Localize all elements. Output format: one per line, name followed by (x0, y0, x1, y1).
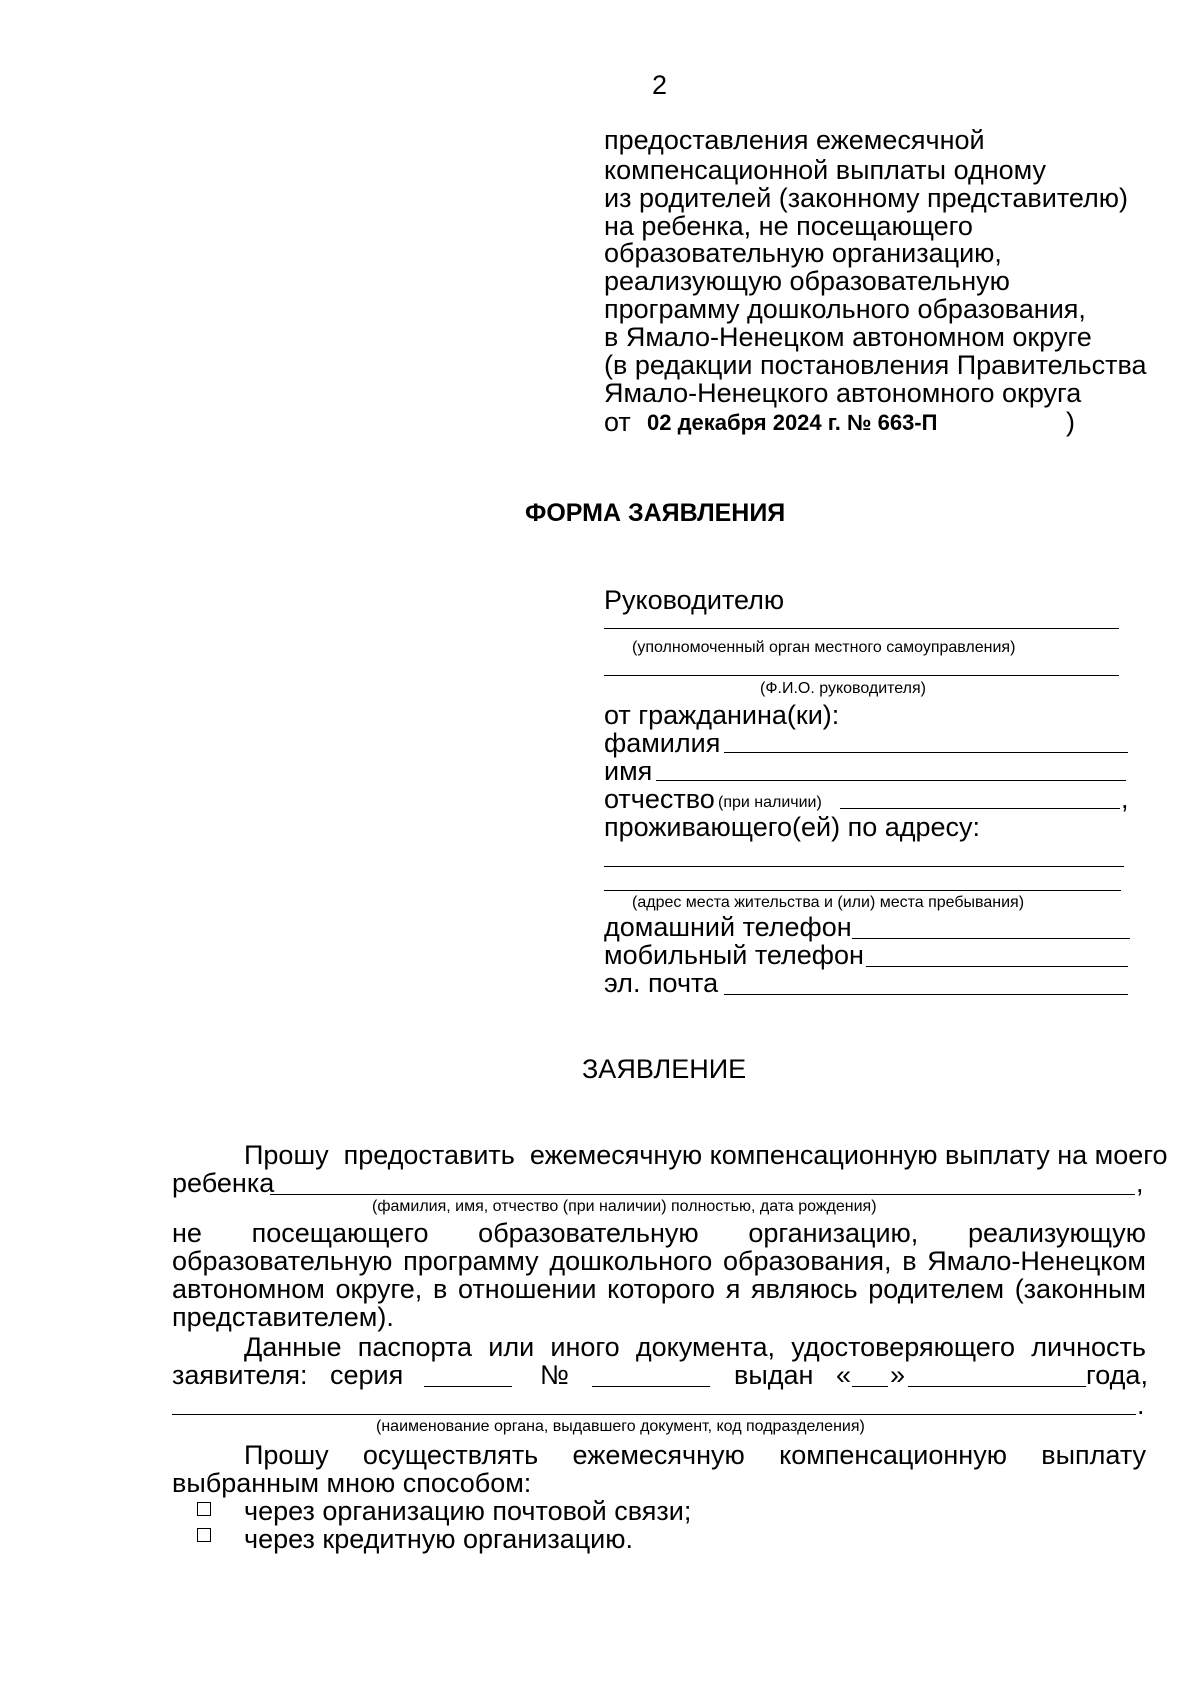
header-line: Ямало-Ненецкого автономного округа (604, 378, 1082, 408)
number-label: № (540, 1360, 569, 1390)
from-citizen-label: от гражданина(ки): (604, 700, 840, 730)
name-label: имя (604, 756, 653, 786)
child-caption: (фамилия, имя, отчество (при наличии) полностью, дата рождения) (372, 1198, 877, 1215)
request-paragraph-line: представителем). (172, 1302, 394, 1332)
decree-close-paren: ) (1066, 407, 1075, 437)
mobile-phone-label: мобильный телефон (604, 940, 864, 970)
patronymic-label: отчество (604, 784, 715, 814)
surname-label: фамилия (604, 728, 721, 758)
passport-number-field[interactable] (592, 1386, 710, 1387)
email-label: эл. почта (604, 968, 719, 998)
quote-close: » (890, 1360, 906, 1390)
name-field[interactable] (656, 780, 1126, 781)
address-caption: (адрес места жительства и (или) места пребывания) (632, 894, 1025, 911)
issued-label: выдан (734, 1360, 814, 1390)
applicant-label: заявителя: (172, 1360, 308, 1390)
bank-option-label: через кредитную организацию. (244, 1524, 634, 1554)
postal-option-checkbox[interactable] (197, 1502, 211, 1516)
issue-month-field[interactable] (908, 1386, 1086, 1387)
bank-option-checkbox[interactable] (197, 1528, 211, 1542)
head-fio-field[interactable] (604, 675, 1119, 676)
issuer-period: . (1137, 1390, 1145, 1420)
statement-title: ЗАЯВЛЕНИЕ (582, 1054, 747, 1084)
issuer-caption: (наименование органа, выдавшего документ, код подразделения) (376, 1418, 865, 1435)
request-paragraph-line: образовательную программу дошкольного образования, в Ямало-Ненецком (172, 1246, 1146, 1276)
header-line: на ребенка, не посещающего (604, 211, 973, 241)
child-comma: , (1136, 1168, 1144, 1198)
issue-day-field[interactable] (852, 1386, 888, 1387)
decree-from-label: от (604, 407, 631, 437)
addressee-to: Руководителю (604, 585, 785, 615)
request-paragraph-line: не посещающего образовательную организацию, реализующую (172, 1218, 1146, 1248)
head-fio-caption: (Ф.И.О. руководителя) (760, 680, 926, 697)
header-line: реализующую образовательную (604, 266, 1010, 296)
request-paragraph-line: Прошу предоставить ежемесячную компенсационную выплату на моего (244, 1140, 1168, 1170)
header-line: предоставления ежемесячной (604, 125, 985, 155)
child-label: ребенка (172, 1168, 275, 1198)
quote-open: « (836, 1360, 852, 1390)
decree-reference: 02 декабря 2024 г. № 663-П (647, 410, 938, 435)
header-line: программу дошкольного образования, (604, 294, 1086, 324)
patronymic-note: (при наличии) (718, 794, 822, 811)
surname-field[interactable] (724, 752, 1128, 753)
header-line: образовательную организацию, (604, 238, 1002, 268)
header-line: компенсационной выплаты одному (604, 155, 1047, 185)
address-field-line-2[interactable] (604, 890, 1121, 891)
email-field[interactable] (724, 994, 1128, 995)
passport-paragraph-line: Данные паспорта или иного документа, удостоверяющего личность (244, 1332, 1146, 1362)
passport-series-field[interactable] (424, 1386, 512, 1387)
request-paragraph-line: автономном округе, в отношении которого я являюсь родителем (законным (172, 1274, 1146, 1304)
issuer-field[interactable] (172, 1414, 1136, 1415)
header-line: из родителей (законному представителю) (604, 183, 1128, 213)
year-label: года, (1086, 1360, 1148, 1390)
header-line: в Ямало-Ненецком автономном округе (604, 322, 1092, 352)
home-phone-field[interactable] (852, 938, 1130, 939)
mobile-phone-field[interactable] (866, 966, 1128, 967)
address-field-line-1[interactable] (604, 866, 1124, 867)
authority-caption: (уполномоченный орган местного самоуправления) (632, 639, 1016, 656)
page-number: 2 (652, 70, 668, 100)
patronymic-field[interactable] (840, 808, 1120, 809)
form-title: ФОРМА ЗАЯВЛЕНИЯ (525, 499, 786, 527)
series-label: серия (330, 1360, 404, 1390)
header-line: (в редакции постановления Правительства (604, 350, 1147, 380)
child-field[interactable] (270, 1194, 1135, 1195)
payment-paragraph-line: Прошу осуществлять ежемесячную компенсационную выплату (244, 1440, 1146, 1470)
patronymic-comma: , (1121, 784, 1129, 814)
home-phone-label: домашний телефон (604, 912, 852, 942)
payment-paragraph-line: выбранным мною способом: (172, 1468, 532, 1498)
authority-field[interactable] (604, 628, 1119, 629)
address-label: проживающего(ей) по адресу: (604, 812, 981, 842)
postal-option-label: через организацию почтовой связи; (244, 1496, 692, 1526)
